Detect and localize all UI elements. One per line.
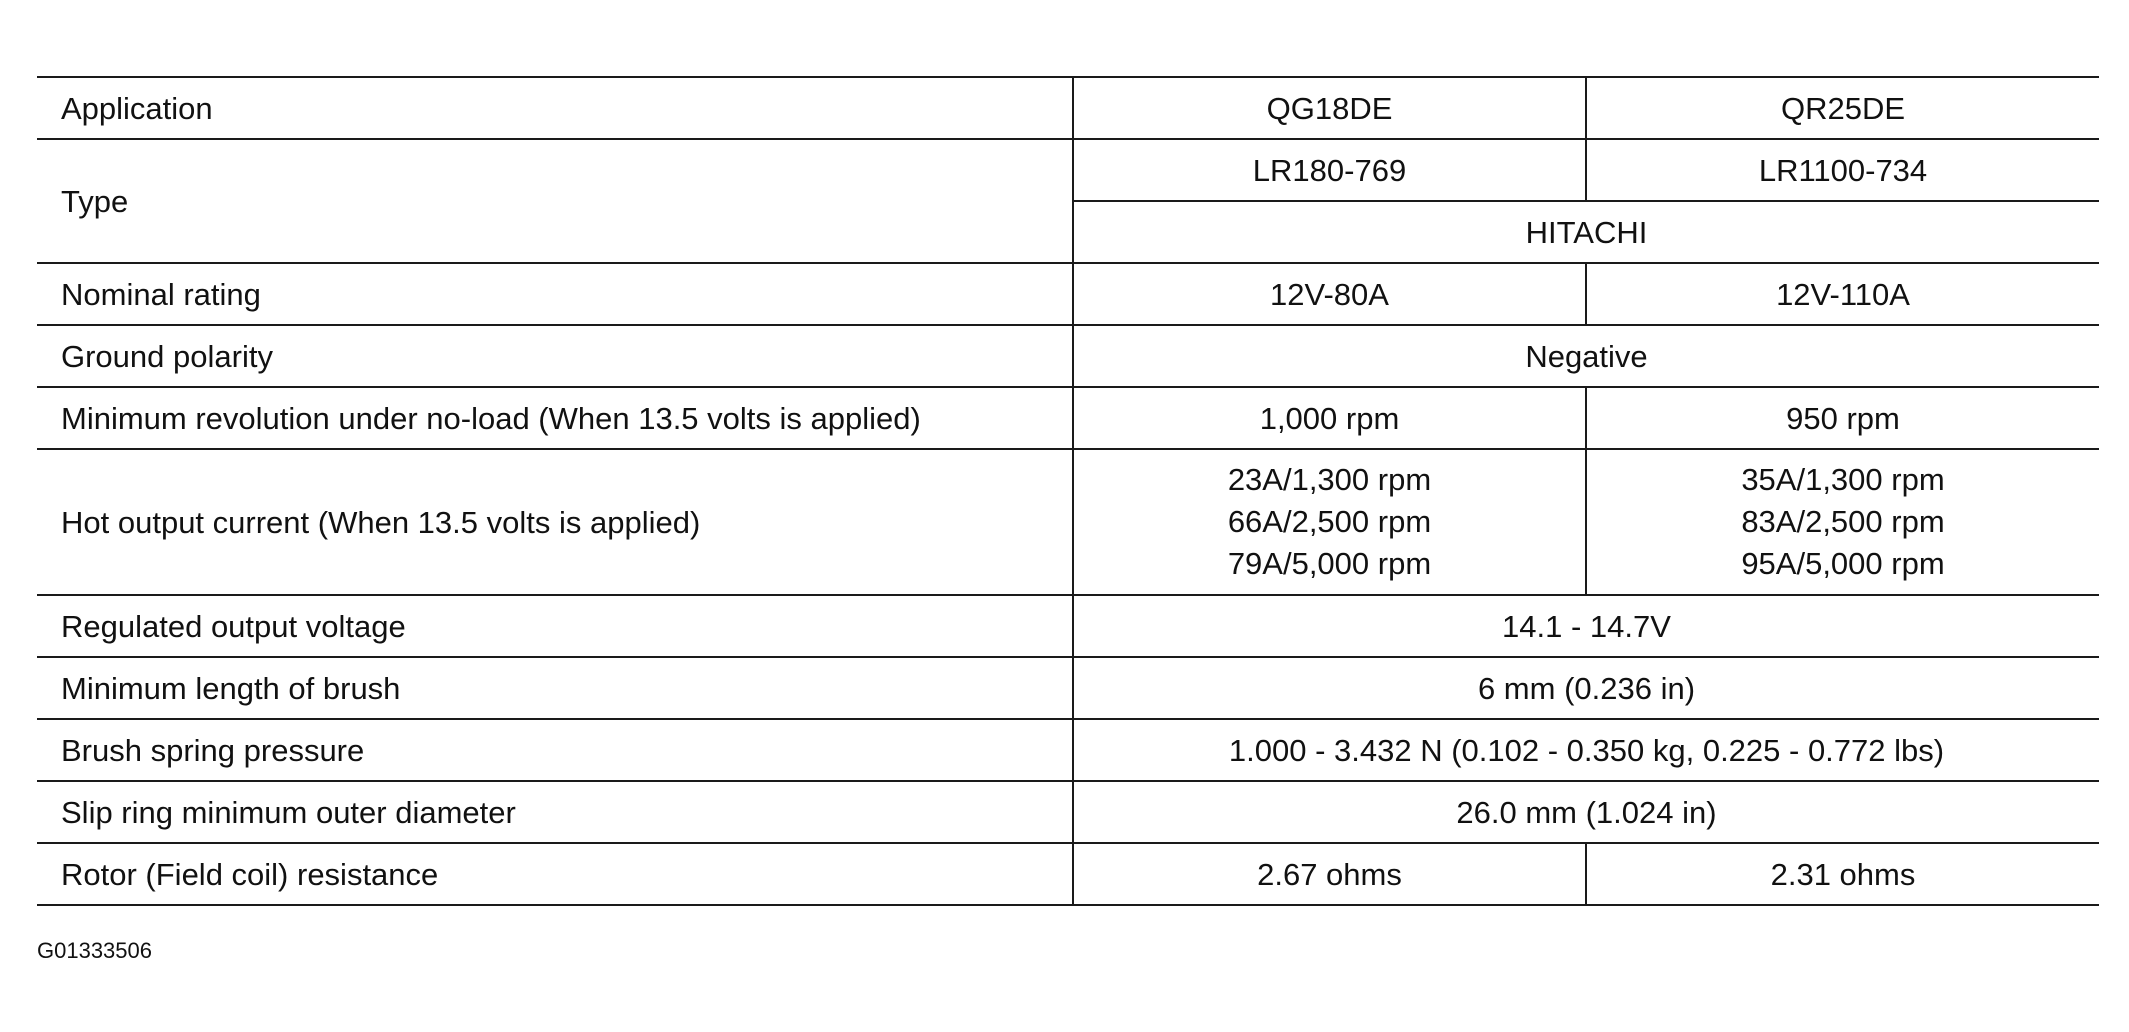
nominal-rating-qr25de: 12V-110A: [1586, 263, 2099, 325]
label-regulated-voltage: Regulated output voltage: [37, 595, 1073, 657]
label-hot-output: Hot output current (When 13.5 volts is applied): [37, 449, 1073, 595]
rotor-resistance-qr25de: 2.31 ohms: [1586, 843, 2099, 905]
slip-ring-value: 26.0 mm (1.024 in): [1073, 781, 2099, 843]
row-nominal-rating: [37, 263, 2099, 325]
hot-output-qr25de-line: 83A/2,500 rpm: [1741, 504, 1945, 539]
row-brush-length: [37, 657, 2099, 719]
label-nominal-rating: Nominal rating: [37, 263, 1073, 325]
label-brush-length: Minimum length of brush: [37, 657, 1073, 719]
row-min-revolution: [37, 387, 2099, 449]
type-qg18de: LR180-769: [1073, 139, 1586, 201]
row-slip-ring: [37, 781, 2099, 843]
hot-output-qg18de: [1073, 449, 1586, 595]
header-qg18de: QG18DE: [1073, 77, 1586, 139]
label-slip-ring: Slip ring minimum outer diameter: [37, 781, 1073, 843]
row-ground-polarity: [37, 325, 2099, 387]
hot-output-qg18de-line: 66A/2,500 rpm: [1227, 504, 1432, 539]
label-brush-pressure: Brush spring pressure: [37, 719, 1073, 781]
row-regulated-voltage: [37, 595, 2099, 657]
label-rotor-resistance: Rotor (Field coil) resistance: [37, 843, 1073, 905]
hot-output-qg18de-line: 79A/5,000 rpm: [1227, 546, 1432, 581]
regulated-voltage-value: 14.1 - 14.7V: [1073, 595, 2099, 657]
nominal-rating-qg18de: 12V-80A: [1073, 263, 1586, 325]
ground-polarity-value: Negative: [1073, 325, 2099, 387]
type-qr25de: LR1100-734: [1586, 139, 2099, 201]
label-ground-polarity: Ground polarity: [37, 325, 1073, 387]
hot-output-qg18de-line: 23A/1,300 rpm: [1227, 462, 1432, 497]
alternator-spec-table: [37, 76, 2099, 906]
row-hot-output: [37, 449, 2099, 595]
hot-output-qr25de-line: 35A/1,300 rpm: [1741, 462, 1945, 497]
rotor-resistance-qg18de: 2.67 ohms: [1073, 843, 1586, 905]
brush-pressure-value: 1.000 - 3.432 N (0.102 - 0.350 kg, 0.225 - 0.772 lbs): [1073, 719, 2099, 781]
label-application: Application: [37, 77, 1073, 139]
figure-id: G01333506: [37, 938, 152, 963]
min-revolution-qg18de: 1,000 rpm: [1073, 387, 1586, 449]
type-maker: HITACHI: [1073, 201, 2099, 263]
hot-output-qr25de-line: 95A/5,000 rpm: [1741, 546, 1945, 581]
brush-length-value: 6 mm (0.236 in): [1073, 657, 2099, 719]
row-type: [37, 139, 2099, 201]
header-qr25de: QR25DE: [1586, 77, 2099, 139]
row-brush-pressure: [37, 719, 2099, 781]
row-application: [37, 77, 2099, 139]
hot-output-qr25de: [1586, 449, 2099, 595]
row-rotor-resistance: [37, 843, 2099, 905]
min-revolution-qr25de: 950 rpm: [1586, 387, 2099, 449]
label-type: Type: [37, 139, 1073, 263]
label-min-revolution: Minimum revolution under no-load (When 13.5 volts is applied): [37, 387, 1073, 449]
